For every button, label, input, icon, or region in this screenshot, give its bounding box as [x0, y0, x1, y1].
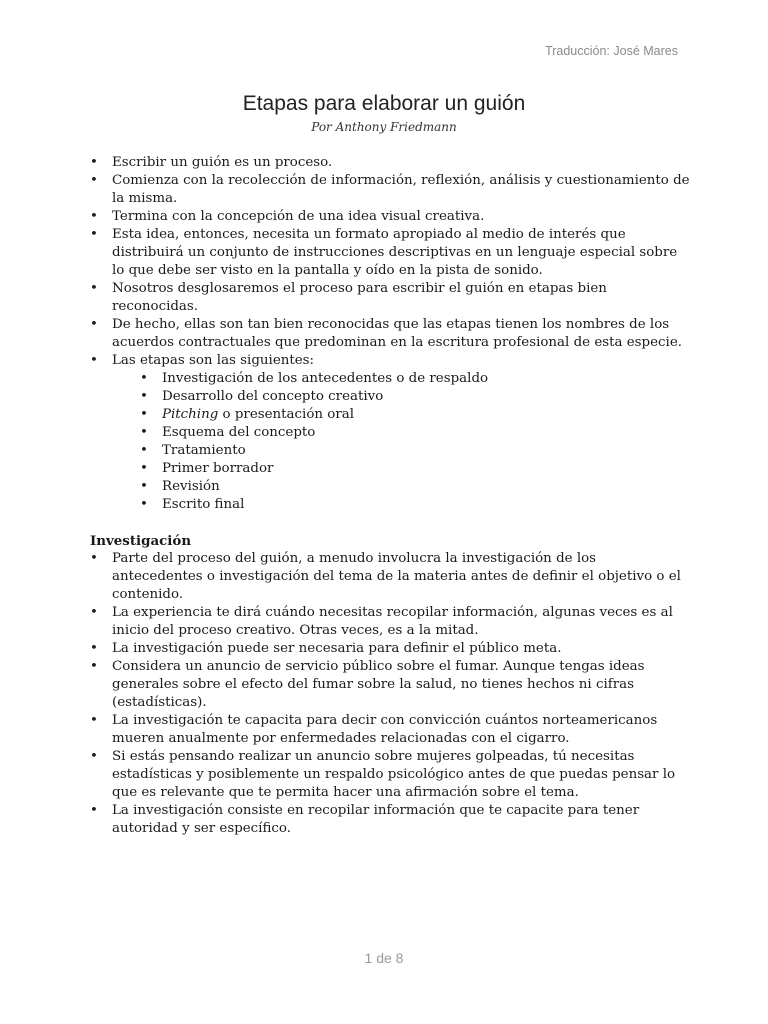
- list-item: • Comienza con la recolección de información, reflexión, análisis y cuestionamiento de la misma.: [90, 172, 690, 208]
- translator-credit: Traducción: José Mares: [545, 44, 678, 58]
- list-item: • Nosotros desglosaremos el proceso para escribir el guión en etapas bien reconocidas.: [90, 280, 690, 316]
- list-item: • Si estás pensando realizar un anuncio sobre mujeres golpeadas, tú necesitas estadísticas y posiblemente un respaldo psicológico antes de que puedas pensar lo que es relevante que te permita hacer una afirmación sobre el tema.: [90, 748, 690, 802]
- stage-item-italic: Pitching: [162, 407, 219, 422]
- intro-list: [90, 154, 690, 514]
- page-number: 1 de 8: [364, 950, 404, 966]
- list-item: [90, 352, 690, 514]
- list-item: • La investigación consiste en recopilar información que te capacite para tener autoridad y ser específico.: [90, 802, 690, 838]
- list-item: • Esta idea, entonces, necesita un formato apropiado al medio de interés que distribuirá un conjunto de instrucciones descriptivas en un lenguaje especial sobre lo que debe ser visto en la pantalla y oído en la pista de sonido.: [90, 226, 690, 280]
- list-item: • De hecho, ellas son tan bien reconocidas que las etapas tienen los nombres de los acuerdos contractuales que predominan en la escritura profesional de esta especie.: [90, 316, 690, 352]
- stage-item: • Esquema del concepto: [140, 424, 690, 442]
- stages-list: [112, 370, 690, 514]
- document-title: Etapas para elaborar un guión: [242, 92, 526, 115]
- list-item: • Considera un anuncio de servicio público sobre el fumar. Aunque tengas ideas generales sobre el efecto del fumar sobre la salud, no tienes hechos ni cifras (estadísticas).: [90, 658, 690, 712]
- stage-item: [140, 406, 690, 424]
- stage-item-rest: o presentación oral: [218, 407, 354, 422]
- research-list: [90, 550, 690, 838]
- list-item: • Parte del proceso del guión, a menudo involucra la investigación de los antecedentes o investigación del tema de la materia antes de definir el objetivo o el contenido.: [90, 550, 690, 604]
- list-item: • La investigación puede ser necesaria para definir el público meta.: [90, 640, 690, 658]
- list-item: • La experiencia te dirá cuándo necesitas recopilar información, algunas veces es al inicio del proceso creativo. Otras veces, es a la mitad.: [90, 604, 690, 640]
- section-heading-research: Investigación: [90, 533, 192, 549]
- stage-item: • Desarrollo del concepto creativo: [140, 388, 690, 406]
- list-item-text: Las etapas son las siguientes:: [112, 353, 315, 368]
- document-body: [90, 154, 690, 838]
- list-item: • La investigación te capacita para decir con convicción cuántos norteamericanos mueren anualmente por enfermedades relacionadas con el cigarro.: [90, 712, 690, 748]
- stage-item: • Investigación de los antecedentes o de respaldo: [140, 370, 690, 388]
- stage-item: • Tratamiento: [140, 442, 690, 460]
- document-author: Por Anthony Friedmann: [311, 120, 457, 134]
- stage-item: • Primer borrador: [140, 460, 690, 478]
- list-item: • Escribir un guión es un proceso.: [90, 154, 690, 172]
- list-item: • Termina con la concepción de una idea visual creativa.: [90, 208, 690, 226]
- stage-item: • Escrito final: [140, 496, 690, 514]
- stage-item: • Revisión: [140, 478, 690, 496]
